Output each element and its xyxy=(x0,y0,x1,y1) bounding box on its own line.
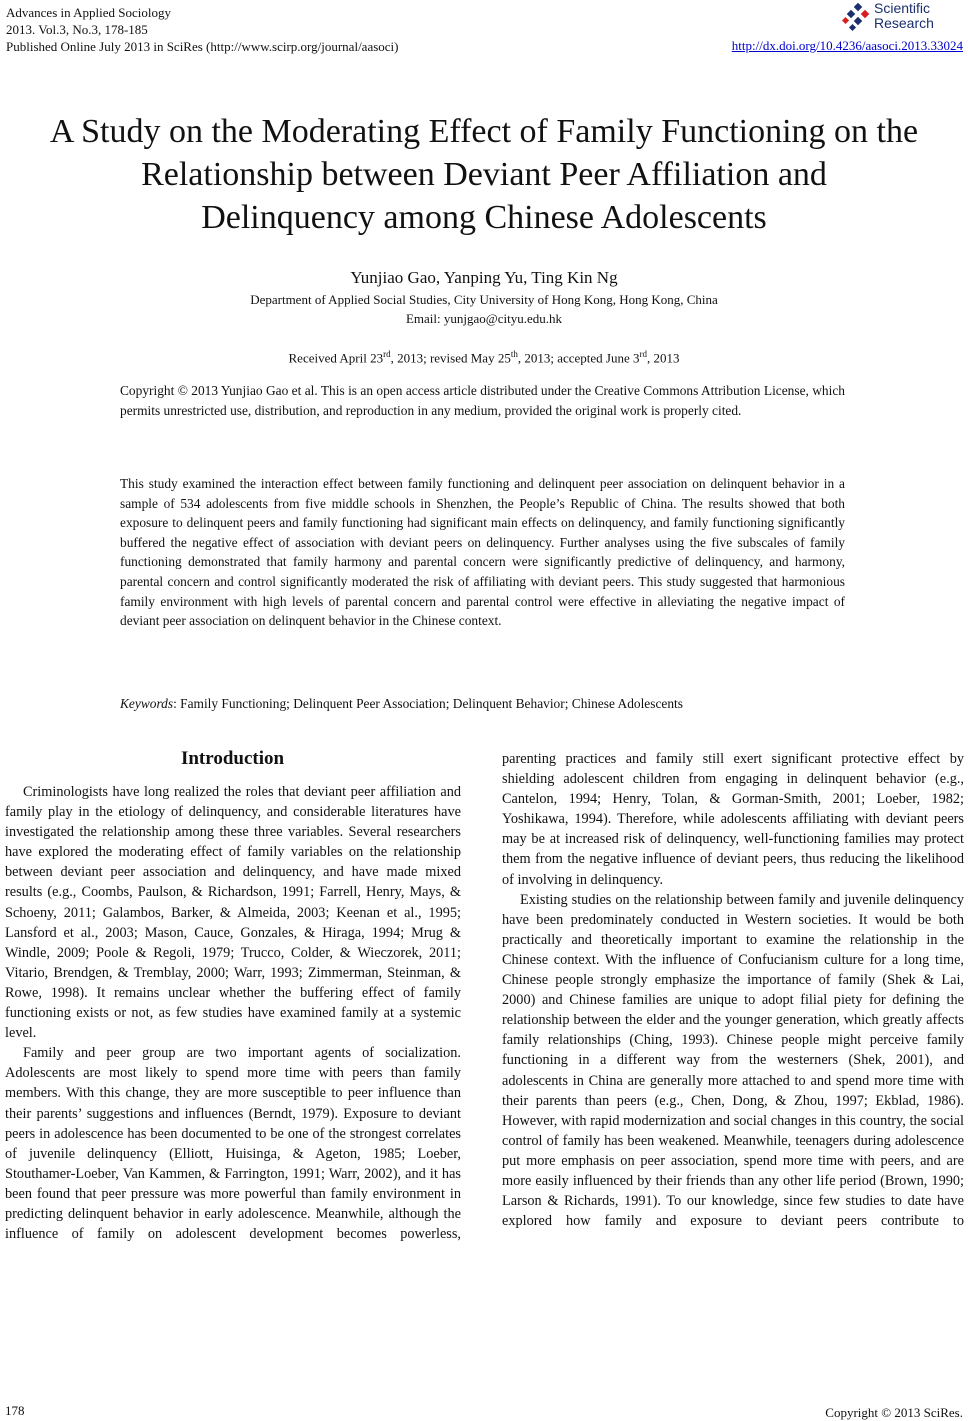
logo-line-2: Research xyxy=(874,15,934,31)
publication-info: Published Online July 2013 in SciRes (http://www.scirp.org/journal/aasoci) xyxy=(6,39,399,54)
copyright-notice: Copyright © 2013 Yunjiao Gao et al. This is an open access article distributed under the Creative Commons Attribution License, which permits unrestricted use, distribution, and reproduction in any medium, provided the original work is properly cited. xyxy=(120,383,845,418)
title-line-1: A Study on the Moderating Effect of Family Functioning on the xyxy=(49,113,919,150)
logo-line-1: Scientific xyxy=(874,0,931,16)
revised-suffix: th xyxy=(510,349,518,359)
received-date: Received April 23 xyxy=(288,350,384,366)
intro-paragraph-2: Family and peer group are two important agents of socialization. Adolescents are most likely to spend more time with peers than family members. With this change, they are more susceptible to peer influence than their parents’ suggestions and influences (Berndt, 1979). Exposure to deviant peers in adolescence has been documented to be one of the strongest correlates of juvenile delinquency (Elliott, Huisinga, & Ageton, 1985; Loeber, Stouthamer-Loeber, Van Kammen, & Farrington, 1991; Warr, 2002), and it has been found that peer pressure was more powerful than family environment in predicting delinquent behavior in early adolescence. Meanwhile, although the influence of family on adolescent development becomes powerless, xyxy=(5,1045,461,1243)
right-column xyxy=(502,749,964,1231)
scientific-research-logo xyxy=(842,1,962,35)
authors: Yunjiao Gao, Yanping Yu, Ting Kin Ng xyxy=(350,268,618,287)
journal-header xyxy=(6,4,606,55)
accepted-suffix: rd xyxy=(639,349,647,359)
year-tail: , 2013 xyxy=(647,350,680,366)
title-line-3: Delinquency among Chinese Adolescents xyxy=(201,199,767,236)
intro-paragraph-2-continued: parenting practices and family still exert significant protective effect by shielding adolescent children from engaging in delinquent behavior (e.g., Cantelon, 1994; Henry, Tolan, & Gorman-Smith, 2001; Loeber, 1982; Yoshikawa, 1994). Therefore, while adolescents affiliating with deviant peers may be at increased risk of delinquency, well-functioning families may protect them from the negative influence of deviant peers, thus reducing the likelihood of involving in delinquency. xyxy=(502,751,964,888)
intro-paragraph-1: Criminologists have long realized the roles that deviant peer affiliation and family play in the etiology of delinquency, and considerable literatures have investigated the relationship among these three variables. Several researchers have explored the moderating effect of family variables on the relationship between deviant peer association and delinquency, and have made mixed results (e.g., Coombs, Paulson, & Richardson, 1991; Farrell, Henry, Mays, & Schoeny, 2011; Galambos, Barker, & Almeida, 2003; Keenan et al., 1995; Lansford et al., 2003; Mason, Cauce, Gonzales, & Hiraga, 1994; Mrug & Windle, 2009; Poole & Regoli, 1979; Trucco, Colder, & Wieczorek, 2011; Vitario, Brendgen, & Tremblay, 2000; Warr, 1993; Zimmerman, Steinman, & Rowe, 1998). It remains unclear whether the buffering effect of family functioning exists or not, as few studies have examined family at a systemic level. xyxy=(5,784,461,1042)
author-email: Email: yunjgao@cityu.edu.hk xyxy=(405,311,563,326)
keywords xyxy=(120,694,845,714)
affiliation: Department of Applied Social Studies, City University of Hong Kong, Hong Kong, China xyxy=(250,292,718,307)
footer-copyright: Copyright © 2013 SciRes. xyxy=(825,1405,963,1420)
keywords-list: : Family Functioning; Delinquent Peer Association; Delinquent Behavior; Chinese Adolescents xyxy=(173,696,683,711)
section-heading-introduction: Introduction xyxy=(180,748,285,769)
journal-name: Advances in Applied Sociology xyxy=(6,5,172,20)
title-line-2: Relationship between Deviant Peer Affiliation and xyxy=(141,156,827,193)
abstract: This study examined the interaction effect between family functioning and delinquent peer association on delinquent behavior in a sample of 534 adolescents from five middle schools in Shenzhen, the People’s Republic of China. The results showed that both exposure to delinquent peers and family functioning had significant main effects on delinquency, and family functioning significantly buffered the negative effect of association with deviant peers on delinquency. Further analyses using the five subscales of family functioning demonstrated that family harmony and parental concern were significantly predictive of delinquency, and harmony, parental concern and control significantly moderated the risk of affiliating with deviant peers. This study suggested that harmonious family environment with high levels of parental concern and parental control were effective in alleviating the negative impact of deviant peer association on delinquent behavior in the Chinese context. xyxy=(120,476,845,629)
paper-title xyxy=(0,110,968,239)
keywords-label: Keywords xyxy=(120,696,174,711)
received-suffix: rd xyxy=(383,349,391,359)
left-column xyxy=(5,782,461,1244)
doi-link[interactable]: http://dx.doi.org/10.4236/aasoci.2013.33024 xyxy=(731,38,963,53)
volume-info: 2013. Vol.3, No.3, 178-185 xyxy=(6,22,148,37)
accepted-date: , 2013; accepted June 3 xyxy=(517,350,640,366)
logo-mark-icon xyxy=(842,3,872,33)
article-dates xyxy=(0,345,968,367)
page-number: 178 xyxy=(5,1403,25,1418)
revised-date: , 2013; revised May 25 xyxy=(390,350,511,366)
logo-text xyxy=(874,1,934,31)
intro-paragraph-3: Existing studies on the relationship between family and juvenile delinquency have been predominately conducted in Western societies. It would be both practically and theoretically important to examine the relationship in the Chinese context. With the influence of Confucianism culture for a long time, Chinese people strongly emphasize the importance of family (Shek & Lai, 2000) and Chinese families are unique to adopt filial piety for defining the relationship between the elder and the younger generation, which greatly affects family relationships (Ching, 1993). Chinese people might perceive family functioning in a different way from the westerners (Shek, 2001), and adolescents in China are generally more attached to and spend more time with their parents than peers (e.g., Chen, Dong, & Zhou, 1997; Ekblad, 1986). However, with rapid modernization and social changes in this country, the social control of family has been weakened. Meanwhile, teenagers during adolescence put more emphasis on peer association, spend more time with peers, and are more easily influenced by their friends than any other life period (Brown, 1990; Larson & Richards, 1991). To our knowledge, since few studies to date have explored how family and exposure to deviant peers contribute to xyxy=(502,891,964,1230)
